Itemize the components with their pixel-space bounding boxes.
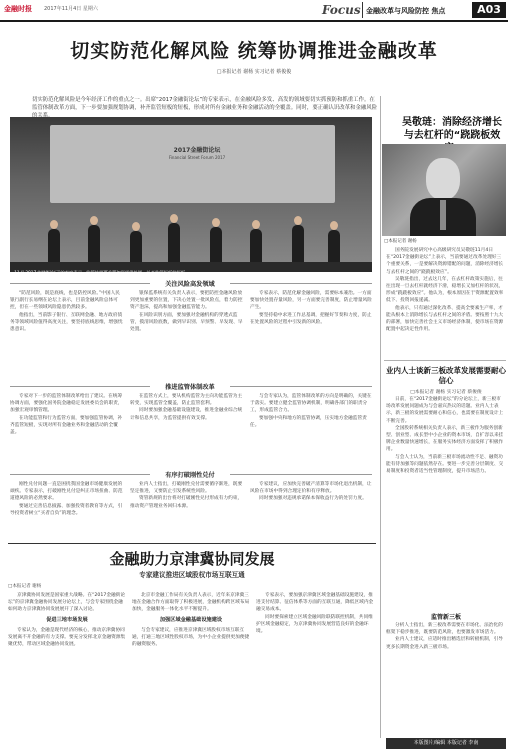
panel-speakers — [38, 201, 348, 267]
focus-label: Focus — [322, 3, 361, 17]
second-feature-body: 日前，在“2017金融街论坛”的分论坛上，新三板市场改革发展问题成为与会嘉宾热议的话题。业内人士表示，新三板的发展需要耐心和信心，也需要在制度设计上不断完善。 全国股转系统相关负责人表示，新三板作为服务创新型、创业型、成长型中小企业的资本市场，自扩容以来挂牌企业数量快速增长，在服务实体经济方面发挥了积极作用。 与会人士认为，当前新三板市场流动性不足、融资功能有待加强等问题依然存在。要进一步完善分层制度、交易制度和投资者适当性管理制度，提升市场活力。 — [386, 397, 504, 475]
main-byline: □本报记者 谢杨 实习记者 蔡俊俊 — [216, 69, 292, 75]
third-feature-title: 监管新三板 — [430, 614, 461, 621]
section-heading-risk: 关注风险高发领域 — [150, 279, 230, 288]
section-title: 金融改革与风险防控 焦点 — [366, 7, 446, 15]
newspaper-logo: 金融时报 — [4, 5, 32, 13]
section3-col2: 业内人士指出，打破刚性兑付需要循序渐进，既要坚定推进，又要防止引发系统性风险。 资管新规的出台将对打破刚性兑付形成有力约束，推动资产管理业务回归本源。 — [130, 482, 243, 509]
section2-col1: 专家对下一步的监管体制改革给出了建议。在统筹协调方面，要强化国务院金融稳定发展委员会的职责，加强宏观审慎管理。 在功能监管和行为监管方面，要加强监管协调，补齐监管短板，实现对所有金融业务和金融活动的全覆盖。 — [10, 394, 123, 436]
section1-col2: 银保监系统有关负责人表示，要把防控金融风险放到更加重要的位置，下决心处置一批风险点，着力防控资产泡沫，提高和加强金融监管能力。 在风险识别方面，要加强对金融机构的穿透式监管，摸清风险底数，做到早识别、早预警、早发现、早处置。 — [130, 291, 243, 333]
lower-col1: 京津冀协同发展是国家重大战略。在“2017金融街论坛”的京津冀金融协同发展分论坛上，与会专家围绕金融如何助力京津冀协同发展展开了深入讨论。 促进三地市场发展 专家认为，金融是现代经济的核心，推动京津冀协同发展离不开金融的有力支撑。要充分发挥北京金融资源集聚优势，带动区域金融协同发展。 — [8, 593, 126, 648]
main-photo-caption: 11月 2017金融街论坛”的专家表示，监管协调要求要加强规律协调，补齐监管短板的短板。 — [14, 271, 189, 276]
article-divider — [8, 543, 376, 544]
right-feature-title: 吴敬琏：消除经济增长与去杠杆的“跷跷板效 — [402, 117, 502, 141]
third-feature-body: 分析人士指出，新三板改革需要在市场化、法治化的框架下稳步推进，既要防范风险，也要激发市场活力。 业内人士建议，应适时推出精选层和转板机制，引导更多长期资金进入新三板市场。 — [386, 623, 503, 650]
lower-subhead-2: 加强区域金融基础设施建设 — [159, 616, 223, 623]
section2-col2: 在监管方式上，要从机构监管为主向功能监管为主转变，实现监管全覆盖，防止监管套利。 同时要加强金融基础设施建设，推进金融业综合统计和信息共享，为监管提供有效支撑。 — [130, 394, 243, 421]
section1-col1: “防范风险，既是底线，也是防控风险。”中国人民银行副行长易纲在论坛上表示，目前金融风险总体可控，但在一些领域风险隐患仍然较多。 他指出，当前影子银行、互联网金融、地方政府债务等领域风险值得高度关注，要坚持底线思维，增强忧患意识。 — [10, 291, 123, 333]
lower-col3: 专家表示，要加强京津冀区域金融基础设施建设，推进支付结算、征信体系等方面的互联互通，降低区域内金融交易成本。 同时要探索建立区域金融风险联防联控机制，共同维护区域金融稳定，为京津冀协同发展营造良好的金融环境。 — [256, 593, 374, 635]
section-heading-regulation: 推进监管体制改革 — [150, 382, 230, 391]
lower-article-headline: 金融助力京津冀协同发展 — [109, 550, 275, 568]
issue-date: 2017年11月4日 星期六 — [44, 6, 98, 12]
second-feature-byline: □本报记者 谢杨 实习记者 蔡俊俊 — [410, 390, 482, 395]
lead-paragraph: 切实防范化解风险是今年经济工作的重点之一。出席“2017金融街论坛”的专家表示，在金融风险多发、高发的领域要切实抓预防和抓重工作。在监管体制改革方面，下一步要加强规划协调，补齐监管短板的短板，形成对所有金融业务和金融活动的全覆盖。同时，要正确认识改革和金融风险 — [32, 97, 378, 112]
masthead-divider — [362, 2, 363, 18]
second-feature-title: 业内人士谈新三板改革发展需要耐心信心 — [386, 366, 506, 385]
page-number: A03 — [472, 2, 506, 18]
right-feature-body: 国务院发展研究中心高级研究员吴敬琏11月4日在“2017金融街论坛”上表示，当前要通过改革处理好三个重要关系，一是要解决资源错配的问题，消除经济增长与去杠杆之间的“跷跷板效应”。 吴敬琏指出，过去这几年，在去杠杆政策实施后，往往出现一旦去杠杆就经济下滑，稳增长又加杠杆的状况，形成“跷跷板效应”。他认为，根本原因在于资源配置效率低下、投资回报递减。 他表示，只有通过深化改革、提高全要素生产率，才能从根本上消除增长与去杠杆之间的矛盾。要按照十九大的部署，加快完善社会主义市场经济体制，使市场在资源配置中起决定性作用。 — [386, 248, 504, 333]
lower-article-byline: □本报记者 谢杨 — [8, 584, 42, 589]
right-divider — [384, 360, 506, 361]
section-heading-rigid-payment: 有序打破刚性兑付 — [150, 470, 230, 479]
stage-backdrop — [50, 125, 335, 203]
masthead — [0, 0, 508, 22]
portrait-photo — [382, 144, 506, 236]
main-headline: 切实防范化解风险 统筹协调推进金融改革 — [70, 40, 438, 62]
lower-subhead-1: 促进三地市场发展 — [46, 616, 88, 623]
section2-col3: 与会专家认为，监管体制改革的方向是明确的，关键在于落实。要建立健全监管协调机制，明确各部门的职责分工，形成监管合力。 要加强中央和地方的监管协调，压实地方金融监管责任。 — [250, 394, 372, 428]
backdrop-subtitle: Financial Street Forum 2017 — [168, 155, 226, 160]
lower-col2: 北京市金融工作局有关负责人表示，近年来京津冀三地在金融合作方面取得了积极进展，金融机构跨区域布局加快，金融服务一体化水平不断提升。 加强区域金融基础设施建设 与会专家建议，应推进京津冀区域股权市场互联互通，打通三地区域性股权市场，为中小企业提供更加便捷的融资服务。 — [132, 593, 250, 648]
forum-photo — [10, 117, 372, 272]
backdrop-title: 2017金融街论坛 — [173, 147, 221, 154]
lower-article-subheadline: 专家建议推进区域股权市场互联互通 — [139, 571, 245, 579]
section3-col3: 专家建议，应加快完善破产清算等市场化退出机制，让风险在市场中得到合理定价和有序释放。 同时要加强对违规承诺保本保收益行为的处罚力度。 — [250, 482, 372, 502]
section3-col1: 刚性兑付问题一直是困扰我国金融市场健康发展的顽疾。专家表示，打破刚性兑付是纠正市场扭曲、防范道德风险的必然要求。 要通过完善信息披露、加强投资者教育等方式，引导投资者树立“买者自负”的理念。 — [10, 482, 123, 516]
page-footer: 本版图片/编辑 本版记者 李南 — [386, 738, 506, 749]
column-divider — [380, 96, 381, 738]
right-feature-byline: □本报记者 谢杨 — [384, 239, 417, 244]
section1-col3: 专家表示，防范化解金融风险，需要标本兼治。一方面要加快处置存量风险，另一方面要完善制度，防止增量风险产生。 要坚持稳中求进工作总基调，把握好节奏和力度，防止在处置风险的过程中引发新的风险。 — [250, 291, 372, 325]
